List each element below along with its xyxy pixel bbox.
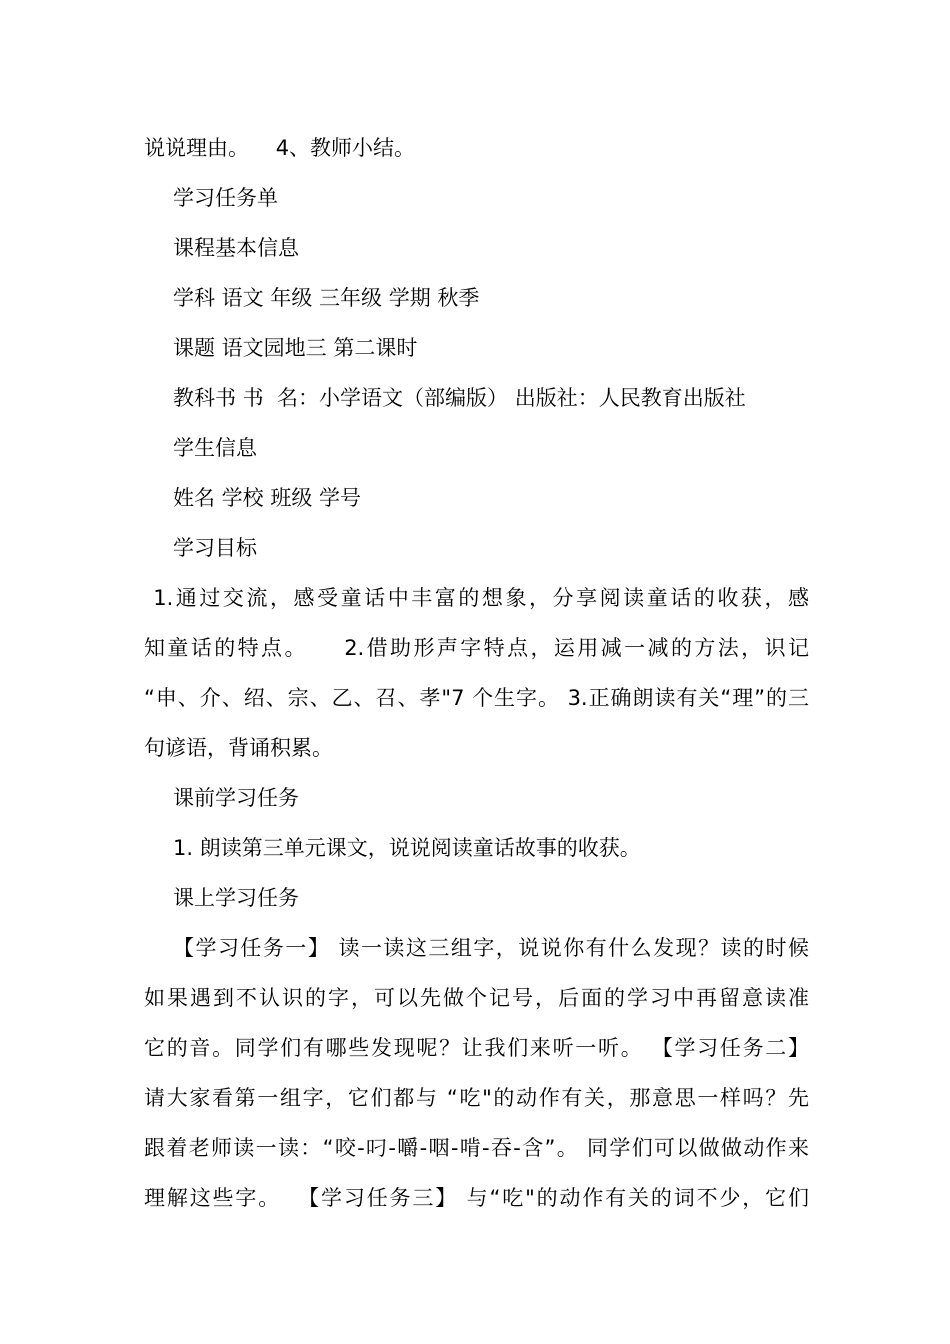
- inclass-text-line-5: 跟着老师读一读：“咬-叼-嚼-咽-啃-吞-含”。 同学们可以做做动作来: [144, 1136, 809, 1160]
- heading-student-info: 学生信息: [173, 436, 257, 460]
- subject-info-line: 学科 语文 年级 三年级 学期 秋季: [173, 286, 480, 310]
- heading-inclass-tasks: 课上学习任务: [173, 886, 299, 910]
- inclass-text-line-6: 理解这些字。 【学习任务三】 与“吃"的动作有关的词不少，它们: [144, 1186, 809, 1210]
- inclass-text-line-4: 请大家看第一组字，它们都与 “吃"的动作有关，那意思一样吗？先: [144, 1086, 809, 1110]
- inclass-text-line-2: 如果遇到不认识的字，可以先做个记号，后面的学习中再留意读准: [144, 986, 809, 1010]
- preclass-task-1: 1. 朗读第三单元课文，说说阅读童话故事的收获。: [173, 836, 641, 860]
- goals-text-line-4: 句谚语，背诵积累。: [144, 736, 333, 760]
- heading-course-info: 课程基本信息: [173, 236, 299, 260]
- goals-text-line-2: 知童话的特点。 2.借助形声字特点，运用减一减的方法，识记: [144, 636, 809, 660]
- text-line-1: 说说理由。 4、教师小结。: [144, 136, 416, 160]
- heading-preclass-tasks: 课前学习任务: [173, 786, 299, 810]
- goals-text-line-3: “申、介、绍、宗、乙、召、孝"7 个生字。 3.正确朗读有关“理”的三: [144, 686, 809, 710]
- document-page: [144, 123, 809, 1223]
- textbook-line: 教科书 书 名：小学语文（部编版） 出版社：人民教育出版社: [173, 386, 746, 410]
- heading-task-sheet: 学习任务单: [173, 186, 278, 210]
- goals-text-line-1: 1.通过交流，感受童话中丰富的想象，分享阅读童话的收获，感: [144, 586, 809, 610]
- heading-learning-goals: 学习目标: [173, 536, 257, 560]
- inclass-text-line-1: 【学习任务一】 读一读这三组字，说说你有什么发现？读的时候: [173, 936, 809, 960]
- topic-line: 课题 语文园地三 第二课时: [173, 336, 418, 360]
- inclass-text-line-3: 它的音。同学们有哪些发现呢？让我们来听一听。 【学习任务二】: [144, 1036, 809, 1060]
- student-fields-line: 姓名 学校 班级 学号: [173, 486, 362, 510]
